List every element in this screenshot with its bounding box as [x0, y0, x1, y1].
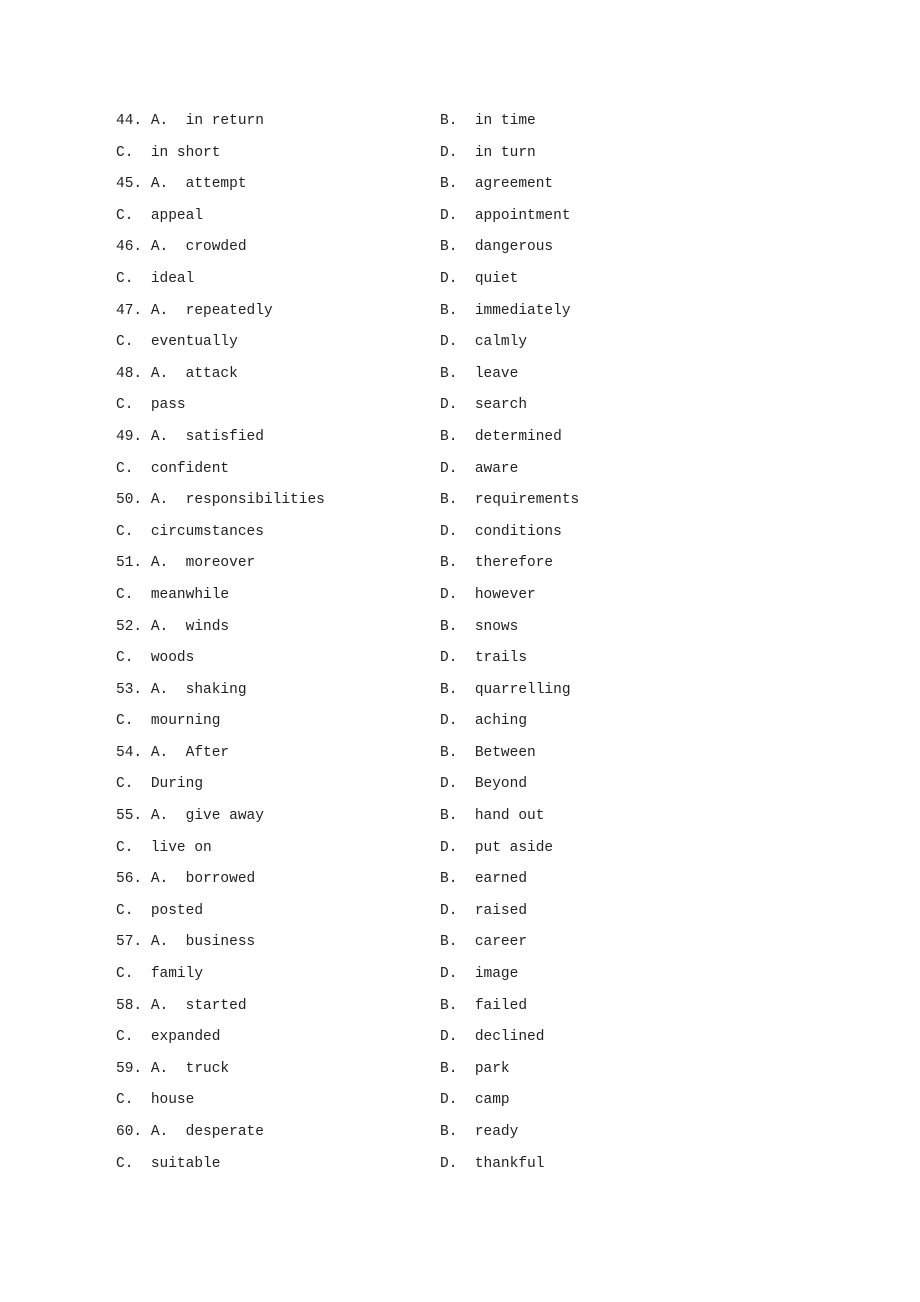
- option-text: in return: [185, 113, 264, 129]
- option-text: responsibilities: [185, 492, 325, 509]
- question-row-cd: [116, 142, 816, 174]
- option-letter: C.: [116, 966, 134, 983]
- option-a: [116, 300, 273, 322]
- option-text: attempt: [185, 176, 247, 193]
- option-letter: D.: [440, 776, 458, 793]
- option-c: [116, 837, 212, 859]
- question-row-cd: [116, 963, 816, 995]
- option-letter: C.: [116, 586, 134, 603]
- question-row-cd: [116, 521, 816, 553]
- question-row-ab: [116, 805, 816, 837]
- option-d: [440, 394, 527, 416]
- question-row-ab: [116, 1121, 816, 1153]
- option-letter: D.: [440, 397, 458, 414]
- option-text: dangerous: [474, 239, 554, 256]
- option-letter: D.: [440, 713, 458, 730]
- option-text: park: [474, 1060, 510, 1077]
- option-letter: D.: [440, 523, 458, 540]
- option-b: [440, 1121, 518, 1143]
- option-letter: B.: [440, 681, 458, 698]
- option-b: [440, 552, 553, 574]
- option-c: [116, 1089, 194, 1111]
- option-a: [116, 426, 264, 448]
- option-letter: A.: [150, 997, 169, 1014]
- question-number: 50.: [116, 492, 143, 509]
- option-text: trails: [474, 650, 528, 667]
- option-a: [116, 868, 255, 890]
- option-letter: C.: [116, 144, 134, 161]
- option-letter: D.: [440, 144, 458, 161]
- option-b: [440, 931, 527, 953]
- option-b: [440, 300, 571, 322]
- option-d: [440, 963, 518, 985]
- option-text: borrowed: [185, 871, 256, 888]
- option-a: [116, 679, 247, 701]
- option-letter: B.: [440, 997, 458, 1014]
- question-number: 46.: [116, 239, 143, 256]
- option-text: After: [185, 744, 230, 761]
- option-c: [116, 963, 203, 985]
- question-row-cd: [116, 900, 816, 932]
- option-c: [116, 1026, 220, 1048]
- question-number: 56.: [116, 871, 143, 888]
- question-row-cd: [116, 584, 816, 616]
- option-letter: A.: [150, 1060, 169, 1077]
- option-b: [440, 805, 544, 827]
- question-number: 51.: [116, 555, 143, 572]
- option-text: started: [185, 997, 247, 1014]
- option-letter: D.: [440, 586, 458, 603]
- option-letter: D.: [440, 839, 458, 856]
- option-letter: B.: [440, 808, 458, 825]
- option-letter: C.: [116, 270, 134, 287]
- option-letter: B.: [440, 744, 458, 761]
- option-letter: C.: [116, 397, 134, 414]
- question-row-cd: [116, 647, 816, 679]
- option-letter: B.: [440, 302, 458, 319]
- option-letter: C.: [116, 650, 134, 667]
- option-a: [116, 931, 255, 953]
- option-c: [116, 331, 238, 353]
- option-text: declined: [474, 1029, 545, 1046]
- option-letter: D.: [440, 966, 458, 983]
- option-a: [116, 995, 247, 1017]
- option-b: [440, 616, 518, 638]
- option-text: family: [150, 966, 204, 983]
- option-b: [440, 489, 579, 511]
- option-letter: B.: [440, 1124, 458, 1140]
- question-row-ab: [116, 300, 816, 332]
- option-letter: A.: [150, 934, 169, 951]
- option-text: circumstances: [150, 523, 264, 540]
- option-letter: B.: [440, 618, 458, 635]
- option-text: house: [150, 1092, 195, 1109]
- question-row-cd: [116, 268, 816, 300]
- option-letter: C.: [116, 523, 134, 540]
- option-text: truck: [185, 1060, 230, 1077]
- option-text: camp: [474, 1092, 510, 1109]
- option-text: confident: [150, 460, 230, 477]
- option-a: [116, 1121, 264, 1143]
- question-row-cd: [116, 1089, 816, 1121]
- question-number: 53.: [116, 681, 143, 698]
- option-d: [440, 900, 527, 922]
- option-letter: A.: [150, 428, 169, 445]
- option-letter: D.: [440, 334, 458, 351]
- option-text: satisfied: [185, 428, 264, 445]
- option-text: requirements: [474, 492, 580, 509]
- option-c: [116, 710, 220, 732]
- question-row-cd: [116, 1026, 816, 1058]
- option-text: attack: [185, 365, 238, 382]
- option-letter: A.: [150, 113, 169, 129]
- option-letter: C.: [116, 713, 134, 730]
- option-text: put aside: [474, 839, 554, 856]
- option-letter: C.: [116, 839, 134, 856]
- question-number: 59.: [116, 1060, 143, 1077]
- option-d: [440, 331, 527, 353]
- option-letter: A.: [150, 871, 169, 888]
- option-letter: B.: [440, 1060, 458, 1077]
- option-d: [440, 647, 527, 669]
- option-letter: B.: [440, 239, 458, 256]
- option-c: [116, 1153, 220, 1175]
- option-letter: B.: [440, 934, 458, 951]
- option-c: [116, 458, 229, 480]
- option-text: desperate: [185, 1124, 264, 1140]
- option-text: crowded: [185, 239, 247, 256]
- option-text: thankful: [474, 1155, 545, 1172]
- question-row-ab: [116, 426, 816, 458]
- option-text: moreover: [185, 555, 256, 572]
- option-text: determined: [474, 428, 562, 445]
- option-text: give away: [185, 808, 264, 825]
- option-text: hand out: [474, 808, 545, 825]
- option-letter: C.: [116, 460, 134, 477]
- option-letter: D.: [440, 270, 458, 287]
- option-d: [440, 773, 527, 795]
- option-letter: A.: [150, 808, 169, 825]
- option-letter: B.: [440, 871, 458, 888]
- option-text: conditions: [474, 523, 562, 540]
- option-letter: D.: [440, 1092, 458, 1109]
- option-text: however: [474, 586, 536, 603]
- option-text: winds: [185, 618, 230, 635]
- option-a: [116, 489, 325, 511]
- option-text: live on: [150, 839, 212, 856]
- question-row-cd: [116, 773, 816, 805]
- question-row-ab: [116, 679, 816, 711]
- question-row-cd: [116, 394, 816, 426]
- option-letter: B.: [440, 176, 458, 193]
- question-number: 58.: [116, 997, 143, 1014]
- option-letter: D.: [440, 460, 458, 477]
- option-a: [116, 363, 238, 385]
- question-row-cd: [116, 458, 816, 490]
- option-text: failed: [474, 997, 528, 1014]
- option-text: suitable: [150, 1155, 221, 1172]
- option-text: Between: [474, 744, 536, 761]
- question-number: 48.: [116, 365, 143, 382]
- option-letter: C.: [116, 1029, 134, 1046]
- option-c: [116, 268, 194, 290]
- option-b: [440, 363, 518, 385]
- option-text: pass: [150, 397, 186, 414]
- option-b: [440, 173, 553, 195]
- option-text: posted: [150, 902, 204, 919]
- option-letter: D.: [440, 1155, 458, 1172]
- question-row-ab: [116, 742, 816, 774]
- option-text: calmly: [474, 334, 528, 351]
- option-c: [116, 142, 220, 164]
- option-c: [116, 205, 203, 227]
- option-text: shaking: [185, 681, 247, 698]
- question-row-ab: [116, 931, 816, 963]
- option-letter: C.: [116, 902, 134, 919]
- option-letter: D.: [440, 1029, 458, 1046]
- option-text: in time: [474, 113, 536, 129]
- option-text: During: [150, 776, 204, 793]
- question-number: 44.: [116, 113, 143, 129]
- option-text: quiet: [474, 270, 519, 287]
- option-text: raised: [474, 902, 528, 919]
- option-a: [116, 742, 229, 764]
- option-letter: A.: [150, 681, 169, 698]
- option-text: mourning: [150, 713, 221, 730]
- option-letter: C.: [116, 334, 134, 351]
- option-text: snows: [474, 618, 519, 635]
- option-letter: D.: [440, 650, 458, 667]
- option-text: agreement: [474, 176, 554, 193]
- option-text: career: [474, 934, 528, 951]
- option-text: ideal: [150, 270, 195, 287]
- option-b: [440, 868, 527, 890]
- option-letter: D.: [440, 902, 458, 919]
- question-row-ab: [116, 489, 816, 521]
- option-d: [440, 1089, 510, 1111]
- option-c: [116, 584, 229, 606]
- question-number: 55.: [116, 808, 143, 825]
- question-row-ab: [116, 110, 816, 142]
- option-text: aching: [474, 713, 528, 730]
- option-letter: A.: [150, 365, 169, 382]
- option-c: [116, 900, 203, 922]
- option-letter: A.: [150, 1124, 169, 1140]
- option-letter: A.: [150, 302, 169, 319]
- option-letter: B.: [440, 365, 458, 382]
- option-a: [116, 236, 247, 258]
- option-letter: A.: [150, 618, 169, 635]
- question-row-ab: [116, 173, 816, 205]
- option-d: [440, 521, 562, 543]
- option-text: aware: [474, 460, 519, 477]
- option-d: [440, 1153, 544, 1175]
- option-d: [440, 142, 536, 164]
- option-c: [116, 394, 186, 416]
- option-b: [440, 110, 536, 132]
- option-b: [440, 236, 553, 258]
- question-number: 54.: [116, 744, 143, 761]
- option-text: search: [474, 397, 528, 414]
- question-number: 45.: [116, 176, 143, 193]
- option-text: immediately: [474, 302, 571, 319]
- option-text: image: [474, 966, 519, 983]
- option-letter: B.: [440, 113, 458, 129]
- option-letter: C.: [116, 1155, 134, 1172]
- question-row-ab: [116, 868, 816, 900]
- option-letter: A.: [150, 176, 169, 193]
- option-letter: D.: [440, 207, 458, 224]
- option-d: [440, 837, 553, 859]
- option-d: [440, 1026, 544, 1048]
- option-a: [116, 552, 255, 574]
- question-row-ab: [116, 236, 816, 268]
- question-row-cd: [116, 1153, 816, 1185]
- option-text: repeatedly: [185, 302, 273, 319]
- option-d: [440, 584, 536, 606]
- question-list: [116, 110, 816, 1184]
- question-number: 60.: [116, 1124, 143, 1140]
- option-a: [116, 1058, 229, 1080]
- option-text: quarrelling: [474, 681, 571, 698]
- option-letter: C.: [116, 1092, 134, 1109]
- question-number: 57.: [116, 934, 143, 951]
- question-row-ab: [116, 363, 816, 395]
- option-c: [116, 647, 194, 669]
- option-text: in short: [150, 144, 221, 161]
- question-number: 49.: [116, 428, 143, 445]
- option-letter: C.: [116, 776, 134, 793]
- option-text: woods: [150, 650, 195, 667]
- option-d: [440, 205, 571, 227]
- option-letter: A.: [150, 239, 169, 256]
- question-number: 52.: [116, 618, 143, 635]
- option-c: [116, 773, 203, 795]
- option-text: ready: [474, 1124, 519, 1140]
- option-text: therefore: [474, 555, 554, 572]
- option-a: [116, 173, 247, 195]
- option-letter: B.: [440, 555, 458, 572]
- question-row-cd: [116, 837, 816, 869]
- option-d: [440, 268, 518, 290]
- option-text: eventually: [150, 334, 238, 351]
- question-row-ab: [116, 1058, 816, 1090]
- question-number: 47.: [116, 302, 143, 319]
- question-row-cd: [116, 710, 816, 742]
- option-a: [116, 110, 264, 132]
- option-text: appeal: [150, 207, 204, 224]
- option-a: [116, 805, 264, 827]
- option-b: [440, 426, 562, 448]
- option-b: [440, 995, 527, 1017]
- question-row-ab: [116, 616, 816, 648]
- option-c: [116, 521, 264, 543]
- option-text: in turn: [474, 144, 536, 161]
- question-row-cd: [116, 205, 816, 237]
- option-text: appointment: [474, 207, 571, 224]
- option-letter: B.: [440, 492, 458, 509]
- option-b: [440, 742, 536, 764]
- option-letter: A.: [150, 492, 169, 509]
- option-text: meanwhile: [150, 586, 230, 603]
- option-letter: A.: [150, 555, 169, 572]
- option-d: [440, 710, 527, 732]
- option-text: earned: [474, 871, 528, 888]
- option-text: Beyond: [474, 776, 528, 793]
- option-b: [440, 1058, 510, 1080]
- option-d: [440, 458, 518, 480]
- option-letter: A.: [150, 744, 169, 761]
- option-text: leave: [474, 365, 519, 382]
- option-text: business: [185, 934, 256, 951]
- option-a: [116, 616, 229, 638]
- option-letter: B.: [440, 428, 458, 445]
- question-row-ab: [116, 552, 816, 584]
- option-letter: C.: [116, 207, 134, 224]
- question-row-ab: [116, 995, 816, 1027]
- option-text: expanded: [150, 1029, 221, 1046]
- question-row-cd: [116, 331, 816, 363]
- option-b: [440, 679, 571, 701]
